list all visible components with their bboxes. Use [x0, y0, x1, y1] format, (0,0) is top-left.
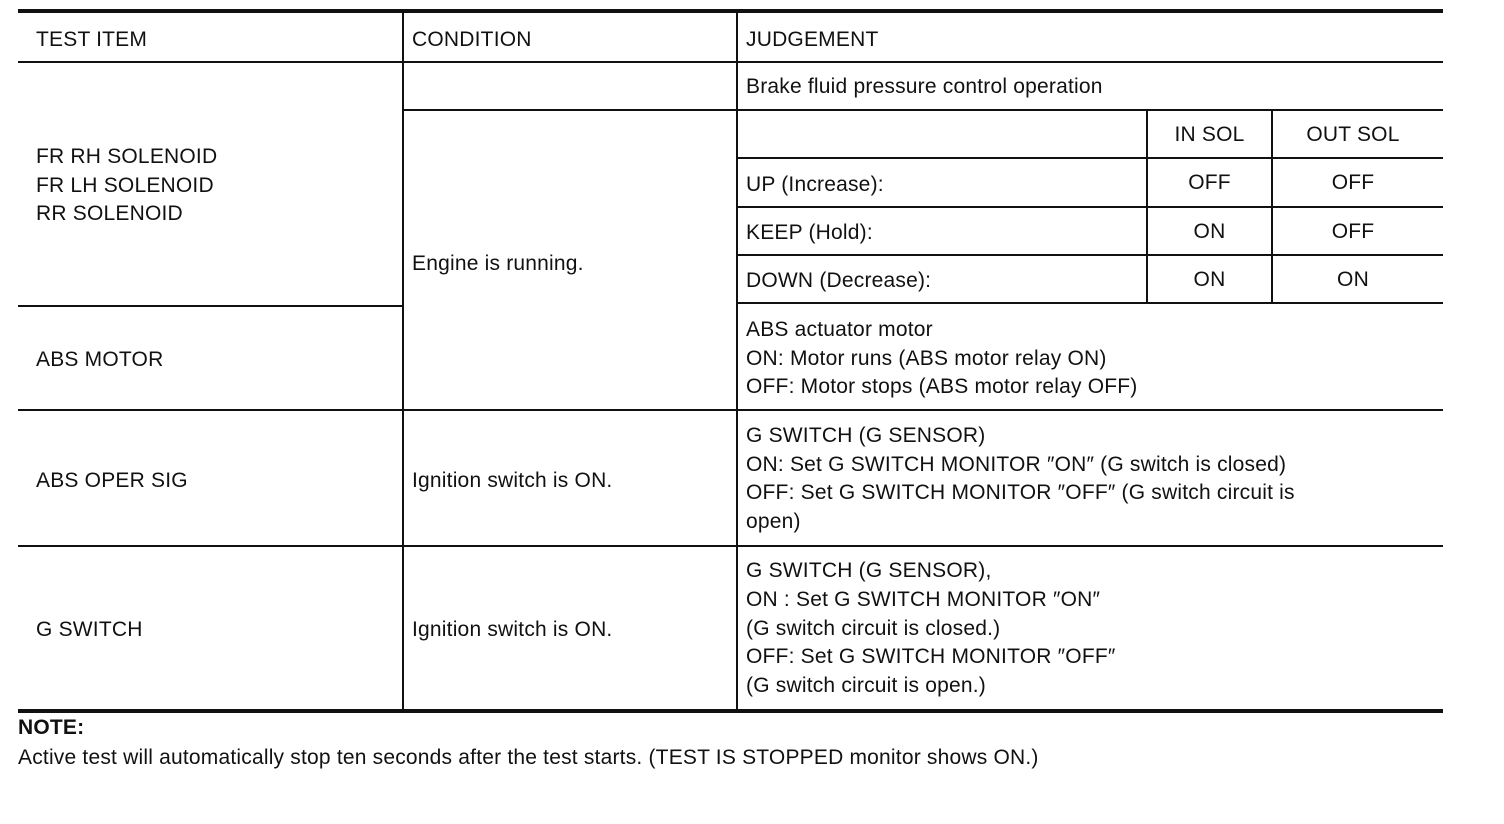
- row-up-in-sol: OFF: [1188, 171, 1231, 194]
- abs-oper-sig-judgement-line-1: G SWITCH (G SENSOR): [746, 424, 986, 447]
- g-switch-condition: Ignition switch is ON.: [412, 618, 613, 641]
- note-text: Active test will automatically stop ten seconds after the test starts. (TEST IS STOPPED monitor shows ON.): [18, 746, 1039, 769]
- abs-oper-sig-judgement-line-2: ON: Set G SWITCH MONITOR ″ON″ (G switch is closed): [746, 453, 1287, 476]
- subheader-rule: [737, 157, 1443, 159]
- g-switch-judgement-line-4: OFF: Set G SWITCH MONITOR ″OFF″: [746, 645, 1116, 668]
- header-judgement: JUDGEMENT: [746, 28, 879, 51]
- g-switch-judgement-line-1: G SWITCH (G SENSOR),: [746, 559, 992, 582]
- row-keep-rule: [737, 254, 1443, 256]
- column-divider-2: [736, 13, 738, 711]
- abs-oper-sig-judgement-line-4: open): [746, 510, 801, 533]
- abs-motor-judgement-line-1: ABS actuator motor: [746, 318, 933, 341]
- header-test-item: TEST ITEM: [36, 28, 148, 51]
- table-bottom-rule: [18, 709, 1443, 713]
- abs-oper-sig-condition: Ignition switch is ON.: [412, 469, 613, 492]
- header-condition: CONDITION: [412, 28, 532, 51]
- solenoid-item-fr-rh: FR RH SOLENOID: [36, 145, 218, 168]
- column-divider-1: [402, 13, 404, 711]
- row-up-out-sol: OFF: [1331, 171, 1375, 194]
- header-bottom-rule: [18, 61, 1443, 63]
- g-switch-judgement-line-5: (G switch circuit is open.): [746, 674, 986, 697]
- out-sol-header: OUT SOL: [1306, 123, 1400, 146]
- row-keep-in-sol: ON: [1193, 220, 1226, 243]
- judgement-title-rule: [403, 109, 1443, 111]
- row-down-label: DOWN (Decrease):: [746, 269, 932, 292]
- abs-oper-rule: [18, 545, 1443, 547]
- solenoid-item-rr: RR SOLENOID: [36, 202, 183, 225]
- abs-motor-item: ABS MOTOR: [36, 348, 164, 371]
- in-sol-header: IN SOL: [1174, 123, 1245, 146]
- abs-oper-sig-judgement-line-3: OFF: Set G SWITCH MONITOR ″OFF″ (G switch circuit is: [746, 481, 1295, 504]
- g-switch-judgement-line-3: (G switch circuit is closed.): [746, 617, 1001, 640]
- row-up-rule: [737, 206, 1443, 208]
- row-keep-label: KEEP (Hold):: [746, 221, 873, 244]
- row-keep-out-sol: OFF: [1331, 220, 1375, 243]
- engine-running-condition: Engine is running.: [412, 252, 584, 275]
- abs-motor-rule: [18, 409, 1443, 411]
- row-down-in-sol: ON: [1193, 268, 1226, 291]
- solenoid-judgement-rule: [737, 302, 1443, 304]
- solenoid-judgement-title: Brake fluid pressure control operation: [746, 75, 1103, 98]
- row-up-label: UP (Increase):: [746, 173, 884, 196]
- note-label: NOTE:: [18, 716, 85, 739]
- solenoid-item-rule: [18, 305, 403, 307]
- g-switch-judgement-line-2: ON : Set G SWITCH MONITOR ″ON″: [746, 588, 1101, 611]
- g-switch-item: G SWITCH: [36, 618, 143, 641]
- abs-motor-judgement-line-3: OFF: Motor stops (ABS motor relay OFF): [746, 375, 1138, 398]
- row-down-out-sol: ON: [1337, 268, 1369, 291]
- abs-motor-judgement-line-2: ON: Motor runs (ABS motor relay ON): [746, 347, 1107, 370]
- solenoid-item-fr-lh: FR LH SOLENOID: [36, 174, 214, 197]
- table-top-rule: [18, 9, 1443, 13]
- abs-oper-sig-item: ABS OPER SIG: [36, 469, 188, 492]
